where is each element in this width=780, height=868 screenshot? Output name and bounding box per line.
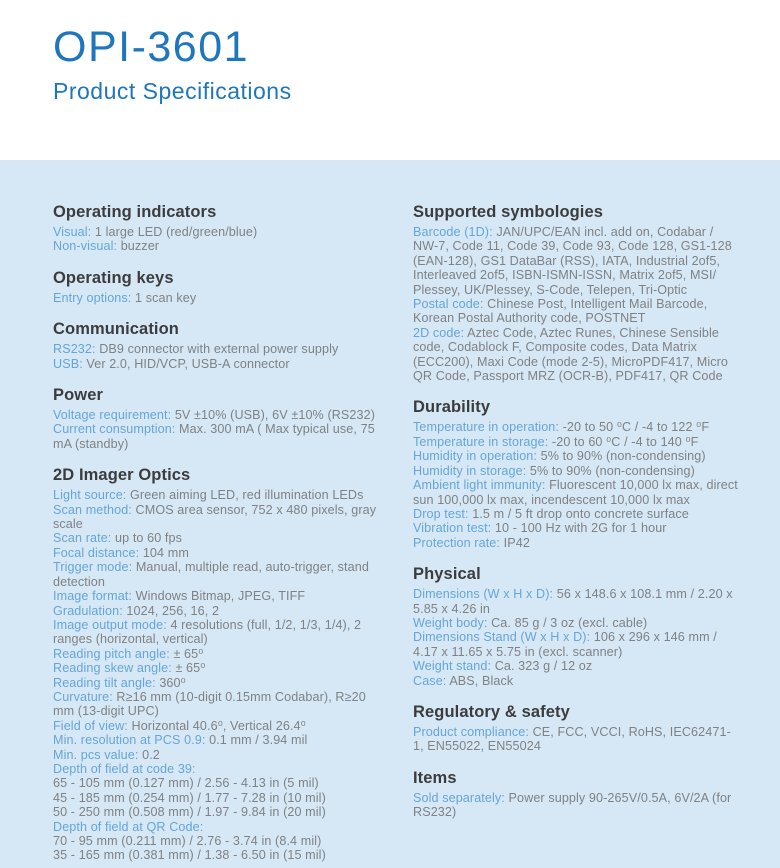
section-heading: Operating indicators — [53, 203, 217, 221]
spec-label: Reading pitch angle: — [53, 646, 170, 661]
spec-row — [53, 357, 387, 371]
spec-value: 1 large LED (red/green/blue) — [94, 225, 258, 239]
spec-value: -20 to 50 ⁰C / -4 to 122 ⁰F — [562, 420, 710, 435]
spec-value: 70 - 95 mm (0.211 mm) / 2.76 - 3.74 in (8.4 mil) — [53, 834, 322, 848]
spec-value: 56 x 148.6 x 108.1 mm / 2.20 x 5.85 x 4.26 in — [413, 587, 733, 616]
section-heading: Physical — [413, 565, 481, 584]
spec-row — [413, 420, 741, 434]
section-supported-symbologies — [413, 203, 741, 383]
spec-row — [413, 630, 741, 659]
spec-row — [53, 291, 387, 305]
section-power — [53, 386, 387, 451]
spec-row — [53, 560, 387, 589]
spec-value: ABS, Black — [449, 673, 514, 688]
spec-value: Fluorescent 10,000 lx max, direct sun 100,000 lx max, incendescent 10,000 lx max — [413, 478, 738, 507]
spec-column-right — [413, 203, 741, 868]
spec-row — [53, 805, 387, 819]
spec-row — [53, 531, 387, 545]
section-operating-keys — [53, 269, 387, 305]
section-heading: Supported symbologies — [413, 203, 604, 221]
spec-value: Power supply 90-265V/0.5A, 6V/2A (for RS232) — [413, 790, 732, 820]
spec-value: 4 resolutions (full, 1/2, 1/3, 1/4), 2 ranges (horizontal, vertical) — [53, 617, 362, 647]
spec-row — [413, 536, 741, 550]
spec-row — [53, 488, 387, 502]
spec-label: Dimensions Stand (W x H x D): — [413, 630, 591, 645]
spec-value: DB9 connector with external power supply — [99, 342, 339, 357]
spec-label: Reading tilt angle: — [53, 675, 156, 690]
section-operating-indicators — [53, 203, 387, 254]
spec-value: Green aiming LED, red illumination LEDs — [130, 488, 364, 503]
spec-value: Windows Bitmap, JPEG, TIFF — [135, 589, 306, 604]
section-heading: Regulatory & safety — [413, 702, 570, 721]
spec-row — [413, 449, 741, 463]
spec-label: Postal code: — [413, 297, 484, 312]
spec-value: 1.5 m / 5 ft drop onto concrete surface — [472, 506, 689, 521]
spec-value: 65 - 105 mm (0.127 mm) / 2.56 - 4.13 in (5 mil) — [53, 776, 319, 791]
section-heading: Power — [53, 386, 104, 405]
spec-row — [53, 776, 387, 790]
spec-value: R≥16 mm (10-digit 0.15mm Codabar), R≥20 mm (13-digit UPC) — [53, 689, 366, 719]
spec-label: Dimensions (W x H x D): — [413, 587, 554, 602]
section-heading: Items — [413, 768, 457, 787]
spec-value: -20 to 60 ⁰C / -4 to 140 ⁰F — [551, 434, 699, 449]
spec-row — [413, 521, 741, 535]
spec-row — [53, 834, 387, 848]
page-subtitle: Product Specifications — [53, 78, 292, 105]
spec-value: Ca. 85 g / 3 oz (excl. cable) — [491, 615, 648, 630]
spec-label: 2D code: — [413, 325, 465, 340]
spec-label: Reading skew angle: — [53, 661, 172, 676]
spec-label: Product compliance: — [413, 724, 529, 739]
section-durability — [413, 398, 741, 550]
spec-value: 0.2 — [142, 747, 160, 762]
spec-value: Max. 300 mA ( Max typical use, 75 mA (standby) — [53, 422, 375, 451]
spec-row — [53, 589, 387, 603]
spec-label: Min. pcs value: — [53, 747, 139, 762]
spec-value: CMOS area sensor, 752 x 480 pixels, gray scale — [53, 502, 377, 532]
spec-label: Curvature: — [53, 689, 113, 704]
spec-label: Current consumption: — [53, 422, 176, 437]
spec-row — [413, 297, 741, 326]
spec-label: Ambient light immunity: — [413, 478, 546, 493]
spec-value: 10 - 100 Hz with 2G for 1 hour — [494, 521, 667, 536]
spec-label: Protection rate: — [413, 535, 501, 550]
spec-label: Trigger mode: — [53, 560, 133, 575]
spec-row — [53, 546, 387, 560]
spec-row — [53, 719, 387, 733]
spec-label: Gradulation: — [53, 603, 123, 618]
spec-label: Humidity in storage: — [413, 463, 527, 478]
spec-label: Voltage requirement: — [53, 408, 172, 423]
spec-value: 5V ±10% (USB), 6V ±10% (RS232) — [174, 408, 376, 423]
section-heading: 2D Imager Optics — [53, 466, 191, 485]
spec-label: Vibration test: — [413, 521, 492, 536]
spec-value: 5% to 90% (non-condensing) — [529, 463, 695, 478]
spec-row — [53, 733, 387, 747]
section-communication — [53, 320, 387, 371]
spec-row — [413, 725, 741, 754]
spec-label: Scan rate: — [53, 531, 112, 546]
spec-row — [413, 791, 741, 820]
spec-value: Aztec Code, Aztec Runes, Chinese Sensible code, Codablock F, Composite codes, Data Matrix (ECC200), Maxi Code (mode 2-5), MicroPDF417, Micro QR Code, Passport MRZ (OCR-B), PDF417, QR Code — [413, 325, 729, 384]
spec-row — [53, 661, 387, 675]
spec-row — [53, 618, 387, 647]
spec-label: Image output mode: — [53, 617, 167, 632]
spec-value: 50 - 250 mm (0.508 mm) / 1.97 - 9.84 in (20 mil) — [53, 805, 326, 820]
spec-row — [53, 848, 387, 862]
spec-label: Visual: — [53, 225, 92, 239]
spec-label: Field of view: — [53, 718, 128, 733]
section-2d-imager-optics — [53, 466, 387, 863]
page-title: OPI-3601 — [53, 23, 250, 71]
spec-label: USB: — [53, 356, 83, 371]
spec-row — [413, 616, 741, 630]
spec-label: Temperature in operation: — [413, 420, 560, 435]
spec-value: 5% to 90% (non-condensing) — [540, 449, 706, 464]
spec-row — [53, 239, 387, 253]
spec-row — [53, 225, 387, 239]
spec-label: Sold separately: — [413, 790, 505, 805]
spec-value: Manual, multiple read, auto-trigger, stand detection — [53, 560, 369, 589]
section-regulatory-safety — [413, 703, 741, 754]
spec-row — [413, 225, 741, 297]
spec-label: Scan method: — [53, 502, 132, 517]
spec-row — [53, 422, 387, 451]
spec-row — [53, 503, 387, 532]
spec-value: 360⁰ — [159, 675, 186, 690]
spec-label: Case: — [413, 673, 447, 688]
section-heading: Durability — [413, 398, 491, 417]
spec-row — [413, 674, 741, 688]
spec-label: Min. resolution at PCS 0.9: — [53, 733, 206, 748]
spec-row — [413, 659, 741, 673]
spec-row — [53, 820, 387, 834]
spec-value: ± 65⁰ — [175, 661, 206, 676]
spec-value: IP42 — [503, 535, 530, 550]
spec-label: Barcode (1D): — [413, 225, 493, 239]
spec-label: Light source: — [53, 488, 127, 503]
spec-value: 0.1 mm / 3.94 mil — [209, 733, 308, 748]
section-heading: Communication — [53, 320, 179, 339]
spec-label: Humidity in operation: — [413, 449, 537, 464]
spec-label: Weight stand: — [413, 659, 492, 674]
spec-value: 1 scan key — [135, 290, 197, 305]
spec-value: CE, FCC, VCCI, RoHS, IEC62471-1, EN55022, EN55024 — [413, 724, 731, 754]
spec-value: 1024, 256, 16, 2 — [126, 603, 220, 618]
spec-row — [53, 408, 387, 422]
spec-label: Depth of field at code 39: — [53, 761, 196, 776]
spec-value: buzzer — [120, 239, 160, 254]
page-header — [0, 0, 780, 160]
spec-value: JAN/UPC/EAN incl. add on, Codabar / NW-7, Code 11, Code 39, Code 93, Code 128, GS1-128 (EAN-128), GS1 DataBar (RSS), IATA, Industrial 2of5, Interleaved 2of5, ISBN-ISMN-ISSN, Matrix 2of5, MSI/ Plessey, UK/Plessey, S-Code, Telepen, Tri-Optic — [413, 225, 732, 297]
spec-row — [53, 676, 387, 690]
spec-row — [53, 748, 387, 762]
spec-label: Non-visual: — [53, 239, 118, 254]
spec-panel — [0, 160, 780, 868]
spec-row — [413, 507, 741, 521]
spec-row — [413, 464, 741, 478]
spec-value: Horizontal 40.6⁰, Vertical 26.4⁰ — [131, 718, 306, 733]
spec-label: Entry options: — [53, 290, 132, 305]
spec-value: Chinese Post, Intelligent Mail Barcode, Korean Postal Authority code, POSTNET — [413, 297, 708, 326]
spec-row — [413, 326, 741, 384]
spec-value: Ver 2.0, HID/VCP, USB-A connector — [86, 356, 290, 371]
spec-label: Drop test: — [413, 506, 469, 521]
section-items — [413, 769, 741, 820]
spec-row — [53, 690, 387, 719]
spec-value: 104 mm — [142, 545, 189, 560]
spec-row — [53, 604, 387, 618]
section-heading: Operating keys — [53, 268, 174, 287]
spec-column-left — [53, 203, 387, 868]
spec-value: ± 65⁰ — [173, 646, 204, 661]
spec-value: 35 - 165 mm (0.381 mm) / 1.38 - 6.50 in (15 mil) — [53, 848, 326, 863]
spec-row — [413, 478, 741, 507]
spec-row — [53, 342, 387, 356]
spec-label: Temperature in storage: — [413, 434, 549, 449]
spec-value: 106 x 296 x 146 mm / 4.17 x 11.65 x 5.75 in (excl. scanner) — [413, 630, 717, 659]
spec-value: 45 - 185 mm (0.254 mm) / 1.77 - 7.28 in (10 mil) — [53, 790, 326, 805]
spec-row — [53, 647, 387, 661]
spec-label: Depth of field at QR Code: — [53, 819, 204, 834]
section-physical — [413, 565, 741, 688]
spec-label: Weight body: — [413, 615, 488, 630]
spec-row — [413, 587, 741, 616]
spec-row — [413, 435, 741, 449]
spec-row — [53, 791, 387, 805]
spec-label: Focal distance: — [53, 545, 140, 560]
spec-value: up to 60 fps — [115, 531, 183, 546]
spec-row — [53, 762, 387, 776]
spec-label: RS232: — [53, 342, 96, 357]
spec-value: Ca. 323 g / 12 oz — [494, 659, 593, 674]
spec-label: Image format: — [53, 589, 132, 604]
